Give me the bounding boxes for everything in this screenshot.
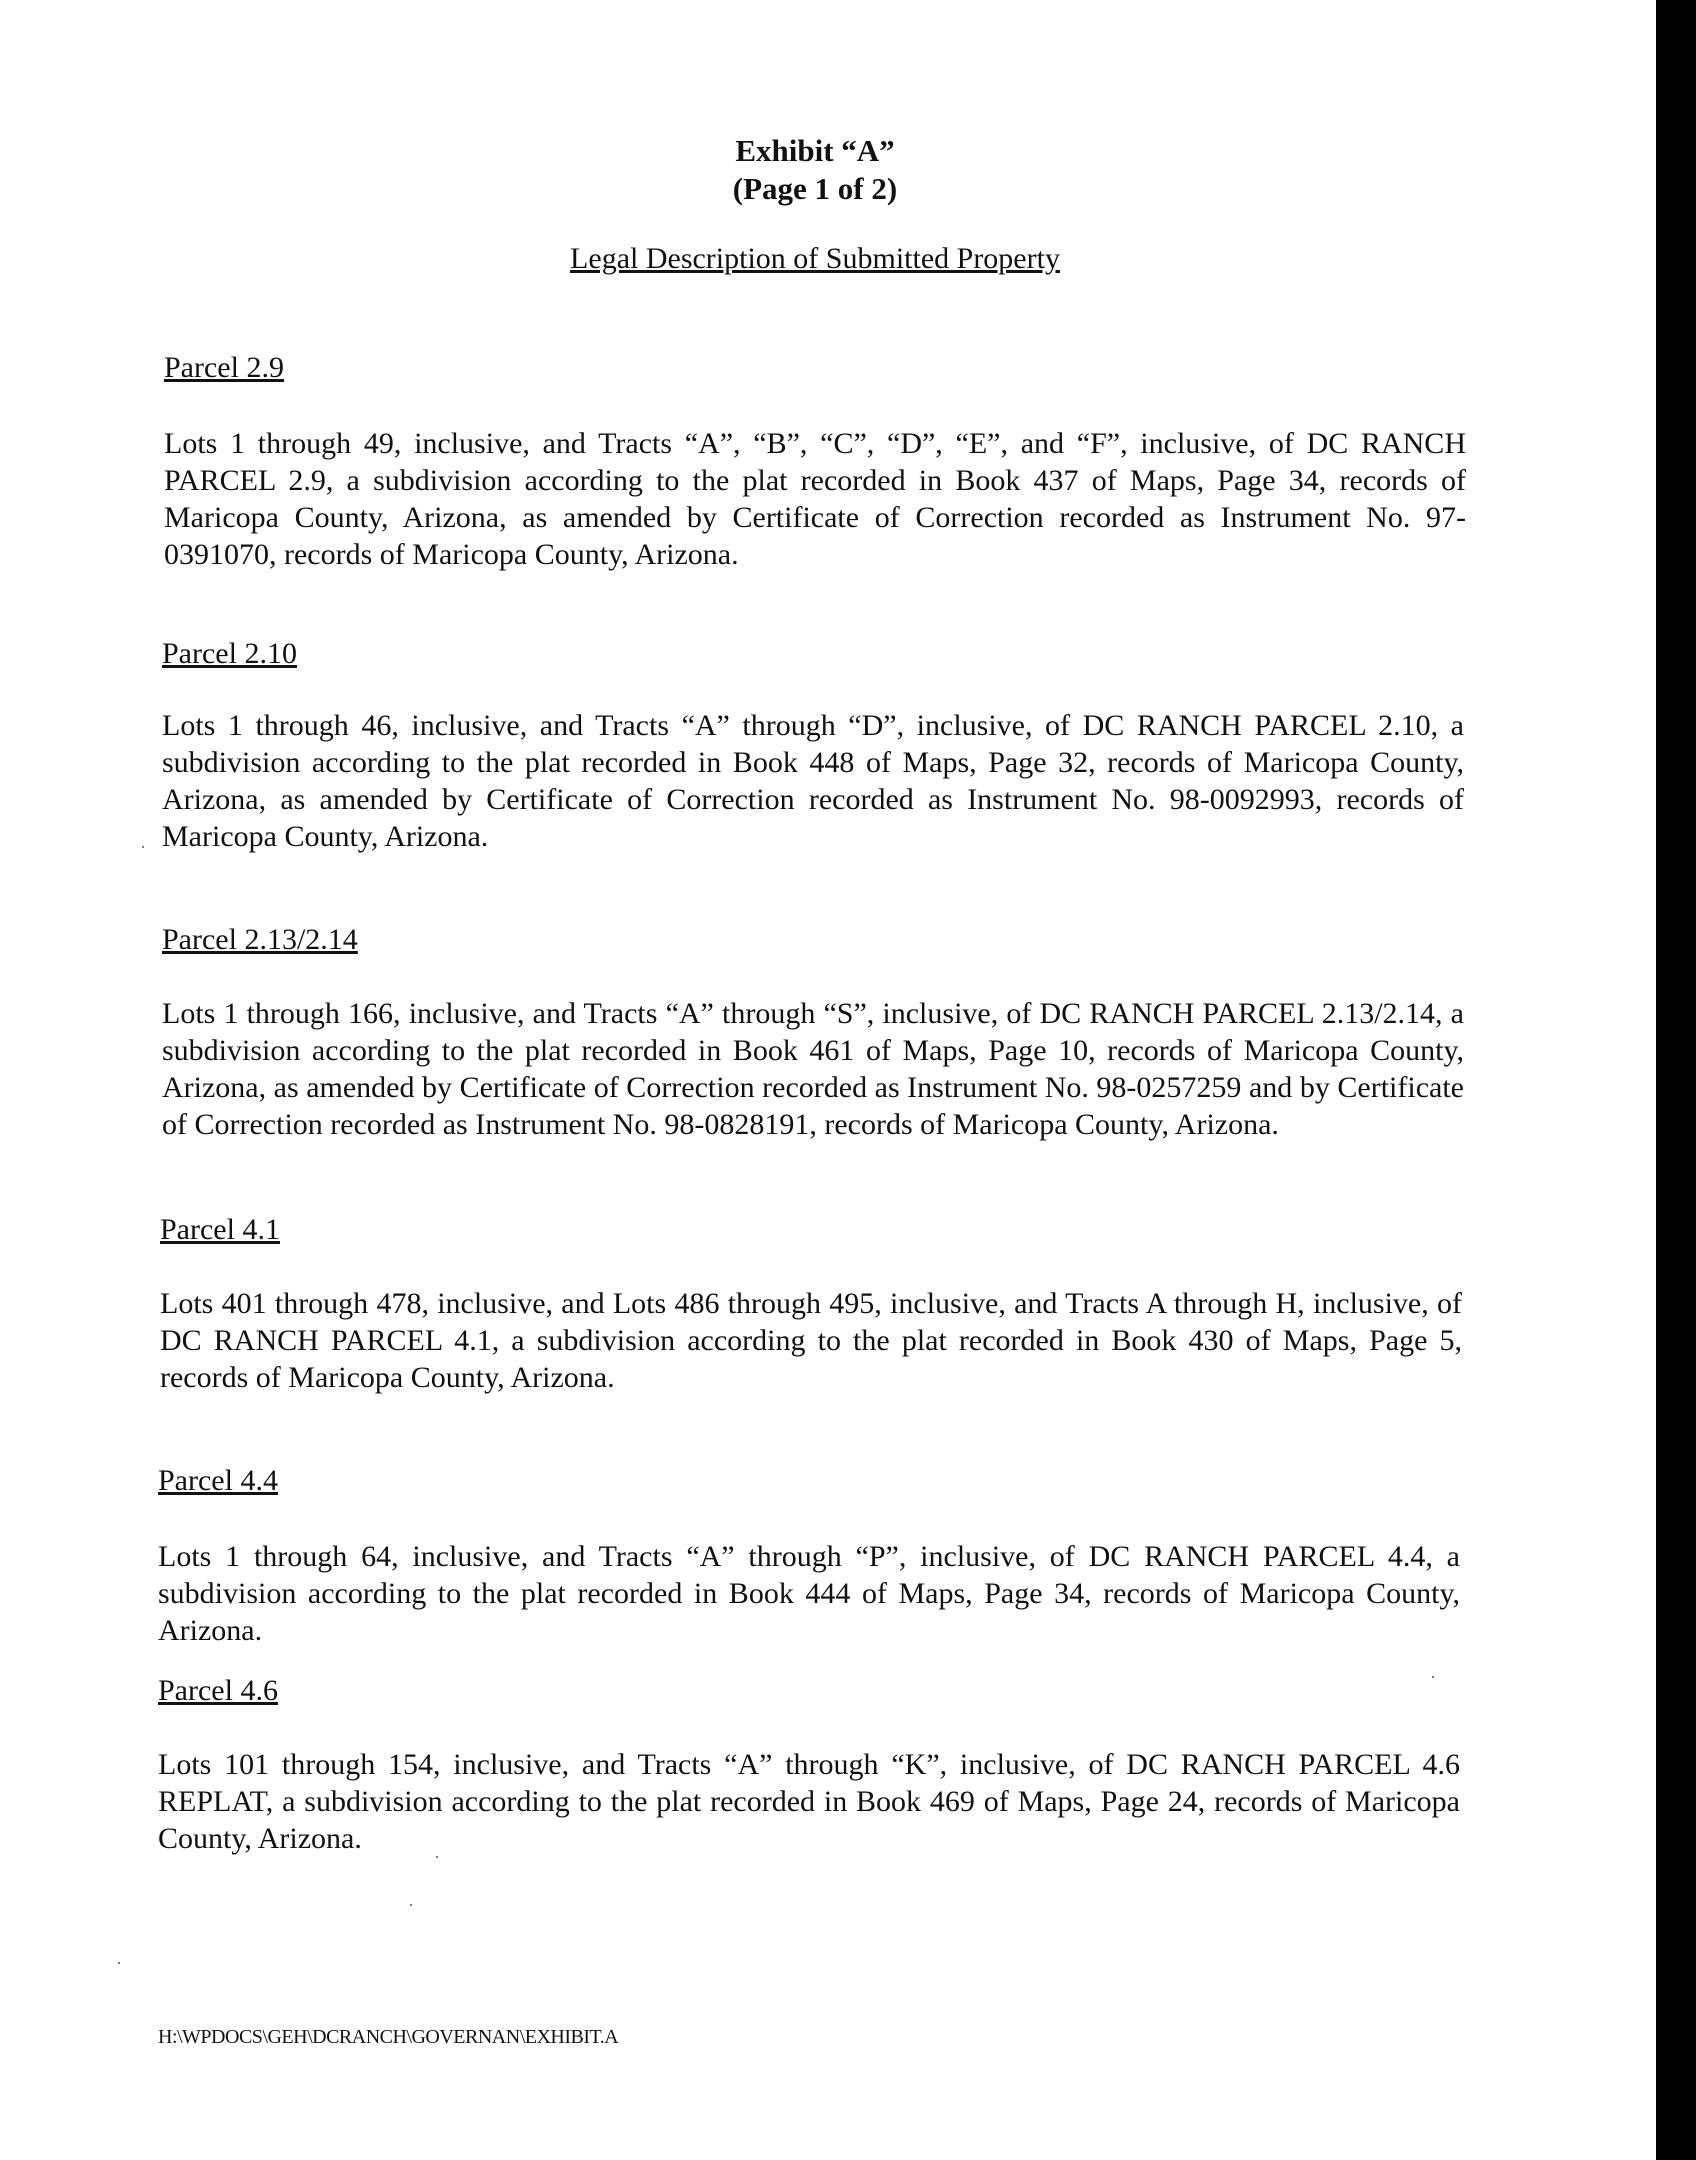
scan-speck xyxy=(142,846,144,848)
parcel-title: Parcel 2.10 xyxy=(162,637,297,670)
scan-speck xyxy=(436,1856,438,1858)
parcel-title: Parcel 4.1 xyxy=(160,1213,280,1246)
scan-speck xyxy=(118,1962,120,1964)
exhibit-title: Exhibit “A” xyxy=(735,133,895,168)
file-path-footer: H:\WPDOCS\GEH\DCRANCH\GOVERNAN\EXHIBIT.A xyxy=(158,2026,619,2048)
parcel-description: Lots 1 through 49, inclusive, and Tracts “A”, “B”, “C”, “D”, “E”, and “F”, inclusive, of DC RANCH PARCEL 2.9, a subdivision according to the plat recorded in Book 437 of Maps, Page 34, records of Maricopa County, Arizona, as amended by Certificate of Correction recorded as Instrument No. 97-0391070, records of Maricopa County, Arizona. xyxy=(164,427,1466,571)
parcel-description: Lots 1 through 166, inclusive, and Tracts “A” through “S”, inclusive, of DC RANCH PARCEL 2.13/2.14, a subdivision according to the plat recorded in Book 461 of Maps, Page 10, records of Maricopa County, Arizona, as amended by Certificate of Correction recorded as Instrument No. 98-0257259 and by Certificate of Correction recorded as Instrument No. 98-0828191, records of Maricopa County, Arizona. xyxy=(162,997,1464,1141)
document-subtitle: Legal Description of Submitted Property xyxy=(570,242,1060,275)
parcel-title: Parcel 4.6 xyxy=(158,1674,278,1707)
page-indicator: (Page 1 of 2) xyxy=(732,171,898,206)
parcel-description: Lots 1 through 64, inclusive, and Tracts “A” through “P”, inclusive, of DC RANCH PARCEL 4.4, a subdivision according to the plat recorded in Book 444 of Maps, Page 34, records of Maricopa County, Arizona. xyxy=(158,1540,1460,1647)
parcel-title: Parcel 2.9 xyxy=(164,351,284,384)
scan-speck xyxy=(410,1904,412,1906)
parcel-description: Lots 401 through 478, inclusive, and Lots 486 through 495, inclusive, and Tracts A through H, inclusive, of DC RANCH PARCEL 4.1, a subdivision according to the plat recorded in Book 430 of Maps, Page 5, records of Maricopa County, Arizona. xyxy=(160,1287,1462,1394)
parcel-description: Lots 1 through 46, inclusive, and Tracts “A” through “D”, inclusive, of DC RANCH PARCEL 2.10, a subdivision according to the plat recorded in Book 448 of Maps, Page 32, records of Maricopa County, Arizona, as amended by Certificate of Correction recorded as Instrument No. 98-0092993, records of Maricopa County, Arizona. xyxy=(162,709,1464,853)
scan-border xyxy=(1656,0,1696,2160)
parcel-title: Parcel 2.13/2.14 xyxy=(162,923,358,956)
parcel-title: Parcel 4.4 xyxy=(158,1464,278,1497)
parcel-description: Lots 101 through 154, inclusive, and Tracts “A” through “K”, inclusive, of DC RANCH PARCEL 4.6 REPLAT, a subdivision according to the plat recorded in Book 469 of Maps, Page 24, records of Maricopa County, Arizona. xyxy=(158,1748,1460,1855)
scan-speck xyxy=(1432,1676,1434,1678)
